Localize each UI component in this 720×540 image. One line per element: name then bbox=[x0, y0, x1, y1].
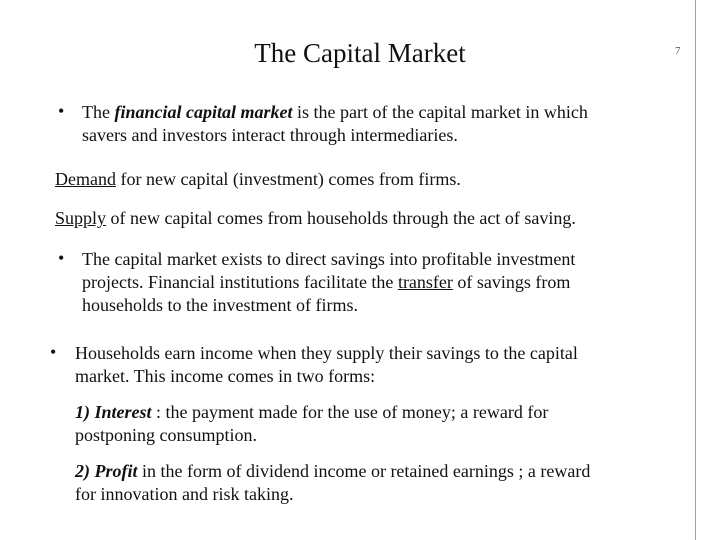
p7-line2: for innovation and risk taking. bbox=[75, 484, 294, 504]
p7-line1: in the form of dividend income or retained earnings ; a reward bbox=[137, 461, 591, 481]
paragraph-financial-capital-market bbox=[82, 101, 588, 147]
slide-title: The Capital Market bbox=[254, 38, 466, 68]
p4-line2-end: of savings from bbox=[452, 272, 571, 292]
bullet-1: • bbox=[58, 101, 65, 121]
p1-term: financial capital market bbox=[114, 102, 293, 122]
p7-term: 2) Profit bbox=[75, 461, 138, 481]
paragraph-profit bbox=[75, 460, 590, 506]
p6-line1: : the payment made for the use of money; a reward for bbox=[151, 402, 549, 422]
p4-line2: projects. Financial institutions facilitate the bbox=[82, 272, 398, 292]
accent-divider bbox=[695, 0, 696, 540]
p3-rest: of new capital comes from households through the act of saving. bbox=[106, 208, 576, 228]
paragraph-households-income bbox=[75, 342, 578, 388]
p4-line1: The capital market exists to direct savings into profitable investment bbox=[82, 249, 576, 269]
p5-line1: Households earn income when they supply their savings to the capital bbox=[75, 343, 578, 363]
p1-line2: savers and investors interact through intermediaries. bbox=[82, 125, 458, 145]
page-number: 7 bbox=[675, 45, 681, 57]
p6-line2: postponing consumption. bbox=[75, 425, 258, 445]
p3-term: Supply bbox=[55, 208, 107, 228]
bullet-2: • bbox=[58, 248, 65, 268]
bullet-3: • bbox=[50, 342, 57, 362]
paragraph-interest bbox=[75, 401, 548, 447]
p2-rest: for new capital (investment) comes from firms. bbox=[115, 169, 461, 189]
p1-before: The bbox=[82, 102, 115, 122]
paragraph-demand bbox=[55, 168, 461, 191]
p5-line2: market. This income comes in two forms: bbox=[75, 366, 376, 386]
p2-term: Demand bbox=[55, 169, 116, 189]
p4-line3: households to the investment of firms. bbox=[82, 295, 358, 315]
paragraph-capital-market-purpose bbox=[82, 248, 575, 317]
p6-term: 1) Interest bbox=[75, 402, 152, 422]
p4-link: transfer bbox=[397, 272, 453, 292]
paragraph-supply bbox=[55, 207, 576, 230]
p1-after: is the part of the capital market in which bbox=[292, 102, 588, 122]
